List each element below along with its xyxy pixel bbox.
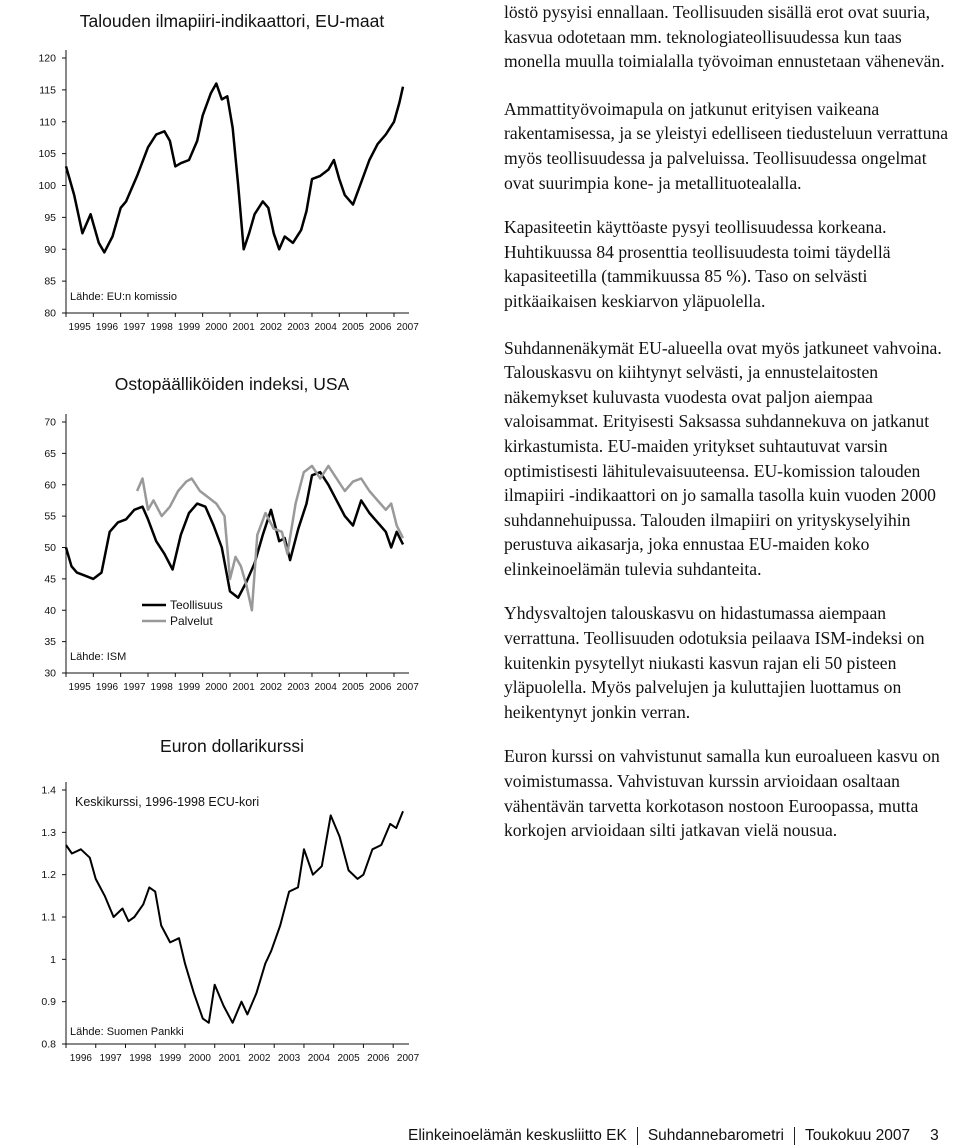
eu-x-tick-label: 2001 — [232, 322, 255, 333]
footer-publication: Suhdannebarometri — [647, 1127, 784, 1144]
ism-x-tick-label: 2002 — [259, 682, 283, 693]
eu-y-tick-label: 80 — [44, 307, 56, 320]
eur-chart-title: Euron dollarikurssi — [160, 736, 304, 756]
footer-issue: Toukokuu 2007 — [805, 1127, 911, 1144]
paragraph-capacity-utilisation: Kapasiteetin käyttöaste pysyi teollisuudessa korkeana. Huhtikuussa 84 prosenttia teollisuudesta toimi täydellä kapasiteetilla (tammikuussa 85 %). Taso on selvästi pitkäaikaisen keskiarvon yläpuolella. — [504, 217, 891, 311]
ism-y-tick-label: 40 — [44, 604, 56, 617]
ism-y-tick-label: 45 — [44, 573, 56, 586]
eur-x-tick-label: 2000 — [188, 1053, 211, 1064]
ism-x-tick-label: 2001 — [232, 682, 255, 693]
footer-separator — [794, 1127, 795, 1145]
article-text-column — [504, 0, 956, 861]
eu-chart-source: Lähde: EU:n komissio — [70, 291, 177, 303]
eu-y-tick-label: 95 — [44, 211, 56, 224]
footer-separator — [637, 1127, 638, 1145]
eur-x-tick-label: 2001 — [218, 1053, 241, 1064]
paragraph-eu-outlook: Suhdannenäkymät EU-alueella ovat myös jatkuneet vahvoina. Talouskasvu on kiihtynyt selvästi, ja ennustelaitosten näkemykset kuluvasta vuodesta ovat paljon aiempaa valoisammat. Erityisesti Saksassa suhdannekuva on jatkanut kirkastumista. EU-maiden yritykset suhtautuvat varsin optimistisesti lähitulevaisuuteensa. EU-komission talouden ilmapiiri -indikaattori on jo samalla tasolla kuin vuoden 2000 suhdannehuipussa. Talouden ilmapiiri on yrityskyselyihin perustuva aikasarja, joka ennustaa EU-maiden koko elinkeinoelämän tulevia suhdanteita. — [504, 337, 942, 579]
ism-x-tick-label: 1999 — [177, 682, 201, 693]
eur-usd-svg — [0, 720, 420, 1065]
eu-x-tick-label: 1996 — [95, 322, 119, 333]
eu-x-tick-label: 2004 — [314, 322, 337, 333]
ism-y-tick-label: 50 — [44, 542, 56, 554]
eur-y-tick-label: 0.9 — [41, 996, 56, 1009]
eur-y-tick-label: 1.4 — [41, 784, 56, 797]
ism-y-tick-label: 55 — [44, 510, 56, 523]
ism-chart-source: Lähde: ISM — [70, 651, 127, 663]
eur-y-tick-label: 1 — [50, 953, 56, 966]
paragraph-labour-forecast: löstö pysyisi ennallaan. Teollisuuden sisällä erot ovat suuria, kasvua odotetaan mm. teknologiateollisuudessa kun taas monella muulla toimialalla työvoiman ennustetaan vähenevän. — [504, 2, 945, 72]
ism-y-tick-label: 30 — [44, 667, 56, 680]
ism-index-chart — [0, 360, 420, 700]
eur-x-tick-label: 2003 — [277, 1053, 301, 1064]
ism-index-svg — [0, 360, 420, 700]
ism-y-tick-label: 35 — [44, 636, 56, 649]
eur-x-tick-label: 1999 — [158, 1053, 182, 1064]
ism-x-tick-label: 2005 — [341, 682, 365, 693]
eu-x-tick-label: 1998 — [150, 322, 173, 333]
eur-x-tick-label: 1997 — [99, 1053, 122, 1064]
ism-series-line-teollisuus — [66, 472, 403, 598]
ism-x-tick-label: 1998 — [150, 682, 173, 693]
paragraph-skilled-labour-shortage: Ammattityövoimapula on jatkunut erityisen vaikeana rakentamisessa, ja se yleistyi edelliseen tiedusteluun verrattuna myös teollisuudessa ja palveluissa. Teollisuudessa ongelmat ovat suurimpia kone- ja metallituotealalla. — [504, 98, 949, 193]
eu-x-tick-label: 1997 — [123, 322, 146, 333]
page-footer — [408, 1124, 948, 1148]
ism-y-tick-label: 60 — [44, 479, 56, 492]
eu-y-tick-label: 115 — [39, 84, 56, 97]
ism-x-tick-label: 2004 — [314, 682, 337, 693]
ism-series-line-palvelut — [137, 466, 403, 610]
ism-x-tick-label: 2000 — [205, 682, 228, 693]
ism-chart-title: Ostopäälliköiden indeksi, USA — [114, 374, 350, 394]
ism-x-tick-label: 1995 — [68, 682, 91, 693]
eu-x-tick-label: 2007 — [396, 322, 419, 333]
eu-y-tick-label: 100 — [38, 180, 56, 192]
eur-y-tick-label: 0.8 — [41, 1038, 56, 1051]
eur-chart-subtitle: Keskikurssi, 1996-1998 ECU-kori — [75, 795, 260, 809]
paragraph-us-outlook: Yhdysvaltojen talouskasvu on hidastumassa aiempaan verrattuna. Teollisuuden odotuksia peilaava ISM-indeksi on kuitenkin pysytellyt niukasti kasvun rajan eli 50 pisteen yläpuolella. Myös palvelujen ja kuluttajien luottamus on heikentynyt jonkin verran. — [504, 603, 925, 722]
eu-y-tick-label: 105 — [38, 148, 56, 161]
ism-x-tick-label: 2007 — [396, 682, 419, 693]
eu-x-tick-label: 2005 — [341, 322, 365, 333]
eu-series-line-0 — [66, 84, 403, 253]
eur-x-tick-label: 2006 — [367, 1053, 390, 1064]
eu-y-tick-label: 85 — [44, 275, 56, 288]
page-number: 3 — [930, 1127, 939, 1144]
eur-x-tick-label: 2002 — [248, 1053, 271, 1064]
eu-x-tick-label: 2002 — [259, 322, 283, 333]
eu-y-tick-label: 120 — [38, 52, 56, 65]
eu-x-tick-label: 1999 — [177, 322, 201, 333]
eu-y-tick-label: 110 — [39, 116, 56, 129]
eur-x-tick-label: 1996 — [69, 1053, 92, 1064]
eur-chart-source: Lähde: Suomen Pankki — [70, 1026, 184, 1038]
eu-chart-title: Talouden ilmapiiri-indikaattori, EU-maat — [79, 11, 385, 31]
ism-x-tick-label: 1996 — [95, 682, 119, 693]
eur-x-tick-label: 2004 — [307, 1053, 330, 1064]
eu-sentiment-chart — [0, 0, 420, 340]
eur-series-line-0 — [66, 811, 403, 1023]
ism-x-tick-label: 2003 — [287, 682, 310, 693]
eu-y-tick-label: 90 — [44, 243, 56, 256]
footer-org: Elinkeinoelämän keskusliitto EK — [408, 1127, 627, 1144]
ism-x-tick-label: 2006 — [369, 682, 392, 693]
eur-y-tick-label: 1.2 — [41, 869, 56, 882]
eur-x-tick-label: 2005 — [337, 1053, 360, 1064]
eur-y-tick-label: 1.3 — [41, 826, 56, 839]
eu-x-tick-label: 2006 — [369, 322, 392, 333]
eu-x-tick-label: 2003 — [287, 322, 310, 333]
eu-x-tick-label: 2000 — [205, 322, 228, 333]
eu-sentiment-svg — [0, 0, 420, 340]
ism-y-tick-label: 70 — [44, 416, 56, 429]
eur-usd-chart — [0, 720, 420, 1065]
eu-x-tick-label: 1995 — [68, 322, 91, 333]
eur-x-tick-label: 1998 — [129, 1053, 152, 1064]
ism-x-tick-label: 1997 — [123, 682, 146, 693]
eur-x-tick-label: 2007 — [396, 1053, 420, 1064]
legend-label-teollisuus: Teollisuus — [170, 598, 223, 612]
eur-y-tick-label: 1.1 — [41, 911, 56, 924]
paragraph-euro-rate: Euron kurssi on vahvistunut samalla kun euroalueen kasvu on voimistumassa. Vahvistuvan kurssin arvioidaan osaltaan vähentävän tarvetta korkotason nostoon Euroopassa, mutta korkojen arvioidaan silti jatkavan vielä nousua. — [504, 746, 940, 841]
ism-legend — [142, 598, 223, 628]
legend-label-palvelut: Palvelut — [170, 614, 213, 628]
ism-y-tick-label: 65 — [44, 447, 56, 460]
